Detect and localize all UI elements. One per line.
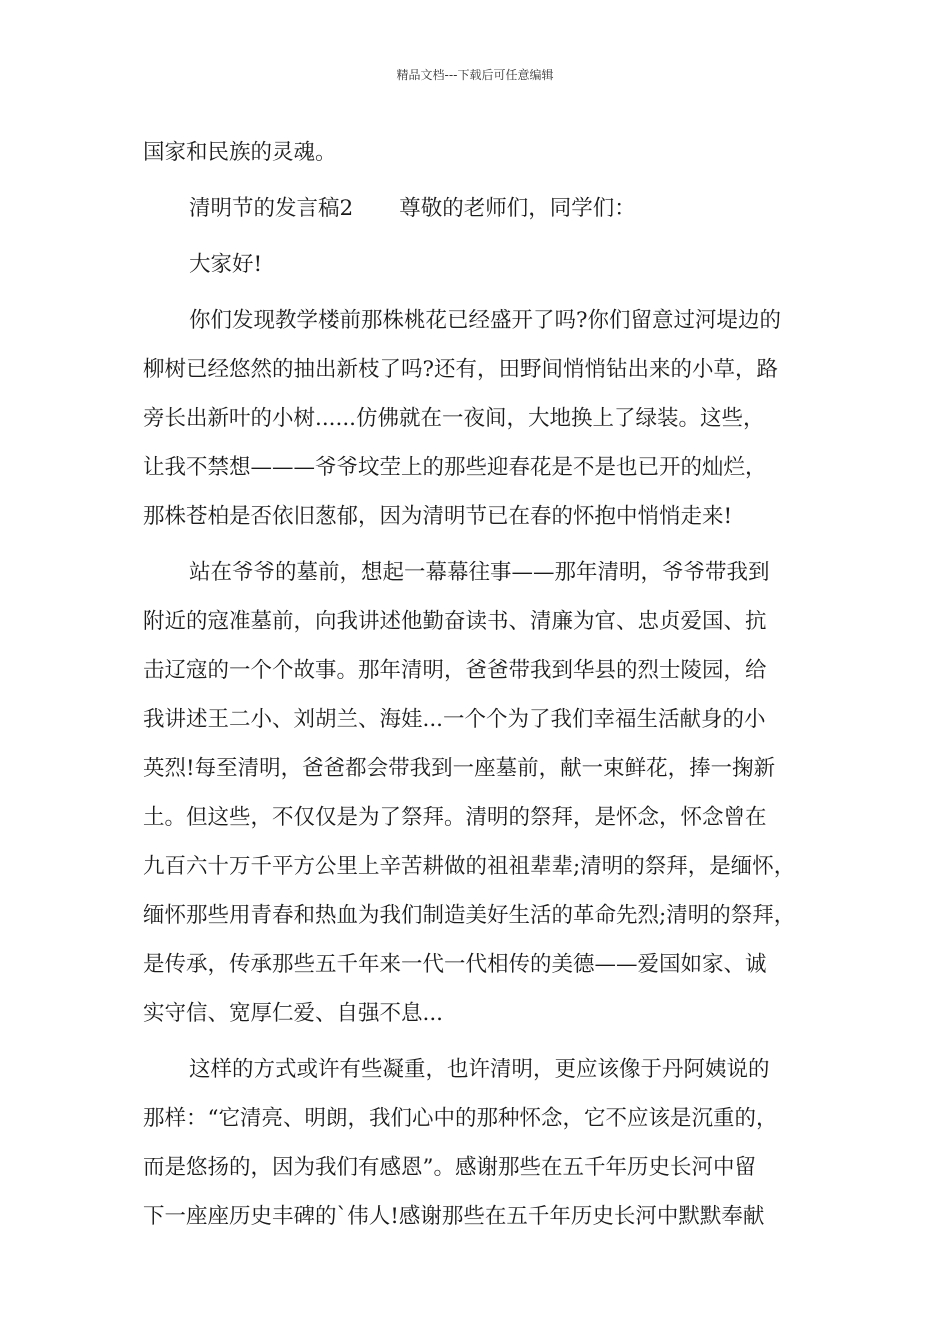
paragraph-3-line: 那样：“它清亮、明朗，我们心中的那种怀念，它不应该是沉重的， (143, 1106, 778, 1131)
paragraph-2-line: 是传承，传承那些五千年来一代一代相传的美德——爱国如家、诚 (143, 952, 767, 977)
text-line: 国家和民族的灵魂。 (143, 140, 337, 165)
title-line (143, 184, 807, 233)
document-body (143, 128, 807, 1241)
paragraph-1-line: 让我不禁想———爷爷坟茔上的那些迎春花是不是也已开的灿烂， (143, 455, 767, 480)
paragraph-2-line: 附近的寇准墓前，向我讲述他勤奋读书、清廉为官、忠贞爱国、抗 (143, 609, 767, 634)
page-header: 精品文档---下载后可任意编辑 (396, 68, 554, 82)
paragraph-1-line: 那株苍柏是否依旧葱郁，因为清明节已在春的怀抱中悄悄走来! (143, 504, 733, 529)
paragraph-1-line: 柳树已经悠然的抽出新枝了吗?还有，田野间悄悄钻出来的小草，路 (143, 357, 779, 382)
paragraph-1-line: 你们发现教学楼前那株桃花已经盛开了吗?你们留意过河堤边的 (189, 308, 782, 333)
paragraph-2-line: 击辽寇的一个个故事。那年清明，爸爸带我到华县的烈士陵园，给 (143, 658, 767, 683)
paragraph-2-line: 实守信、宽厚仁爱、自强不息... (143, 1001, 444, 1026)
paragraph-3-line: 这样的方式或许有些凝重，也许清明，更应该像于丹阿姨说的 (189, 1057, 770, 1082)
paragraph-1-line: 旁长出新叶的小树......仿佛就在一夜间，大地换上了绿装。这些， (143, 406, 765, 431)
paragraph-3-line: 而是悠扬的，因为我们有感恩”。感谢那些在五千年历史长河中留 (143, 1155, 756, 1180)
salutation: 尊敬的老师们，同学们： (399, 196, 636, 221)
paragraph-2-line: 土。但这些，不仅仅是为了祭拜。清明的祭拜，是怀念，怀念曾在 (143, 805, 767, 830)
speech-title: 清明节的发言稿2 (189, 196, 354, 221)
paragraph-2-line: 站在爷爷的墓前，想起一幕幕往事——那年清明，爷爷带我到 (189, 560, 770, 585)
paragraph-3-line: 下一座座历史丰碑的`伟人!感谢那些在五千年历史长河中默默奉献 (143, 1204, 765, 1229)
paragraph-2-line: 九百六十万千平方公里上辛苦耕做的祖祖辈辈;清明的祭拜，是缅怀， (143, 854, 796, 879)
paragraph-2-line: 缅怀那些用青春和热血为我们制造美好生活的革命先烈;清明的祭拜， (143, 903, 796, 928)
paragraph-2-line: 我讲述王二小、刘胡兰、海娃...一个个为了我们幸福生活献身的小 (143, 707, 766, 732)
greeting: 大家好! (189, 252, 263, 277)
paragraph-2-line: 英烈!每至清明，爸爸都会带我到一座墓前，献一束鲜花，捧一掬新 (143, 756, 776, 781)
